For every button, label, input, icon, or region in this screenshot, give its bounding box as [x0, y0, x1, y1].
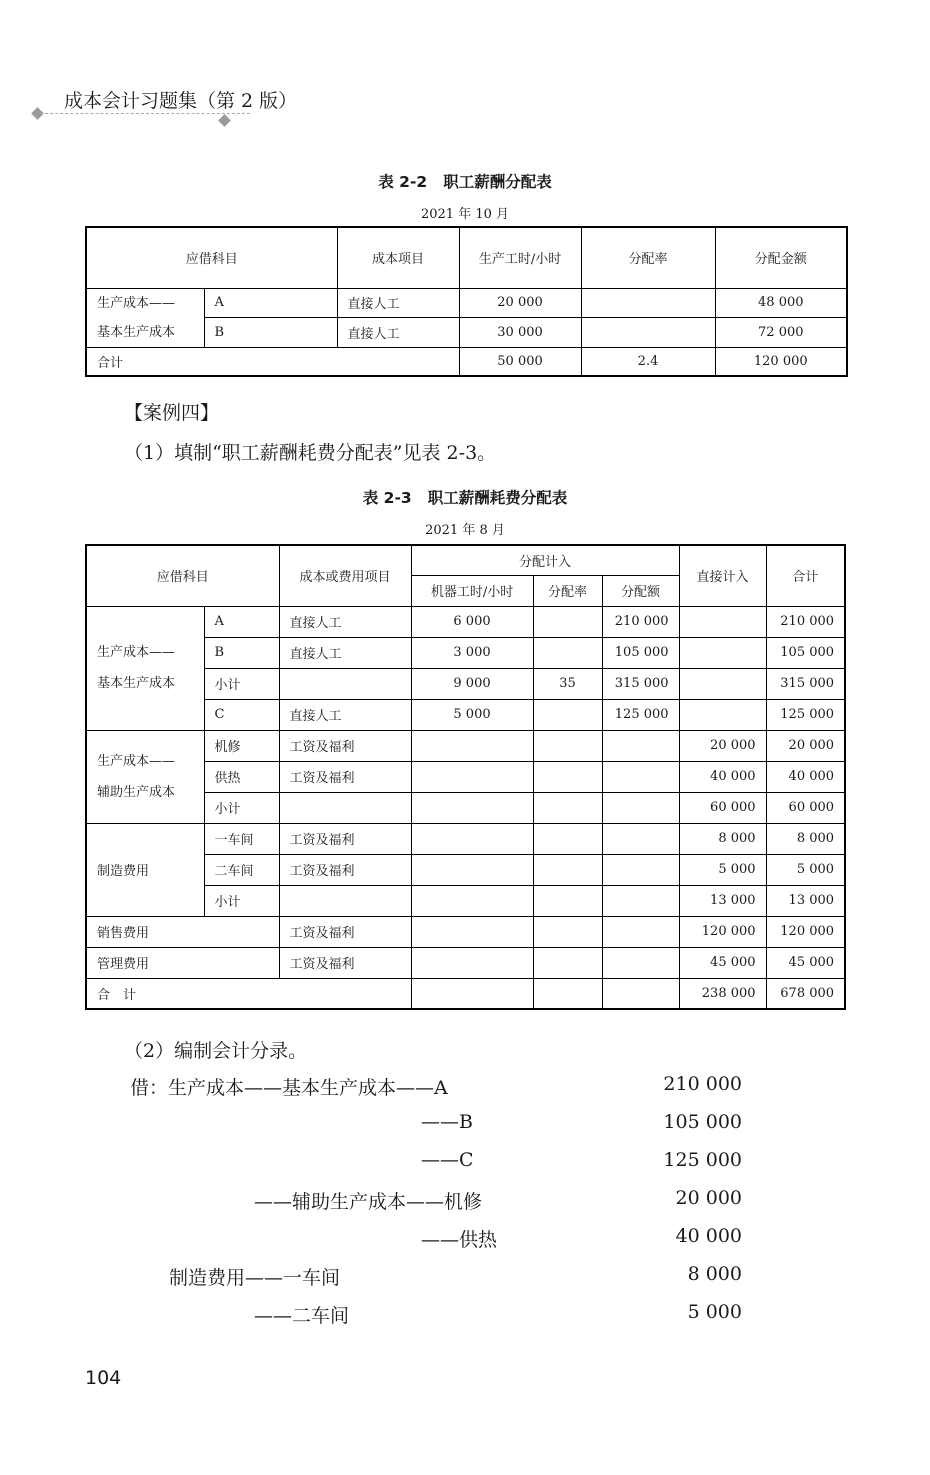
cell-item: 工资及福利 [279, 823, 411, 854]
cell-direct: 8 000 [679, 823, 766, 854]
header-rate: 分配率 [533, 575, 602, 606]
running-header [30, 86, 298, 131]
table-total-row [86, 347, 847, 376]
cell-rate [533, 823, 602, 854]
table-2-2 [85, 226, 848, 377]
cell-direct [679, 606, 766, 637]
table-2-2-title: 职工薪酬分配表 [443, 173, 552, 191]
cell-amount [602, 916, 679, 947]
cell-item [279, 792, 411, 823]
total-rate [533, 978, 602, 1009]
table-row [86, 823, 845, 854]
journal-entry-amount: 125 000 [663, 1149, 742, 1171]
header-rate: 分配率 [581, 227, 715, 288]
cell-item [279, 885, 411, 916]
cell-total: 8 000 [766, 823, 845, 854]
cell-amount [602, 792, 679, 823]
cell-hours [411, 885, 533, 916]
cell-item: 直接人工 [279, 699, 411, 730]
total-hours: 50 000 [459, 347, 581, 376]
cell-amount [602, 854, 679, 885]
journal-entry-text: ——二车间 [254, 1305, 350, 1327]
cell-sub: 供热 [204, 761, 279, 792]
cell-item: 工资及福利 [279, 854, 411, 885]
cell-hours [411, 947, 533, 978]
total-direct: 238 000 [679, 978, 766, 1009]
table-2-2-date: 2021 年 10 月 [420, 207, 510, 222]
page-number: 104 [85, 1367, 122, 1389]
header-account: 应借科目 [86, 545, 279, 606]
total-amount: 120 000 [715, 347, 847, 376]
cell-sub: B [204, 318, 337, 348]
group-sales-expense: 销售费用 [86, 916, 279, 947]
cell-direct: 13 000 [679, 885, 766, 916]
cell-sub: C [204, 699, 279, 730]
header-amount: 分配金额 [715, 227, 847, 288]
journal-entry-text: ——C [421, 1149, 474, 1171]
cell-total: 13 000 [766, 885, 845, 916]
case-step-2: （2）编制会计分录。 [124, 1040, 308, 1062]
cell-rate [533, 916, 602, 947]
total-rate: 2.4 [581, 347, 715, 376]
journal-entry-amount: 40 000 [675, 1225, 742, 1247]
cell-total: 5 000 [766, 854, 845, 885]
cell-hours: 30 000 [459, 318, 581, 348]
cell-rate [581, 318, 715, 348]
journal-entry-text: ——辅助生产成本——机修 [254, 1191, 483, 1213]
cell-total: 210 000 [766, 606, 845, 637]
group-admin-expense: 管理费用 [86, 947, 279, 978]
header-amount: 分配额 [602, 575, 679, 606]
cell-direct: 20 000 [679, 730, 766, 761]
cell-item: 工资及福利 [279, 916, 411, 947]
cell-direct: 120 000 [679, 916, 766, 947]
diamond-icon [218, 114, 231, 127]
table-2-3-date: 2021 年 8 月 [425, 523, 505, 538]
cell-total: 20 000 [766, 730, 845, 761]
cell-sub: 机修 [204, 730, 279, 761]
group-label-line1: 生产成本—— [97, 753, 176, 769]
cell-sub: A [204, 606, 279, 637]
table-2-3-number: 表 2-3 [362, 489, 412, 507]
group-manufacturing-overhead: 制造费用 [86, 823, 204, 916]
cell-sub: 二车间 [204, 854, 279, 885]
cell-sub: B [204, 637, 279, 668]
cell-item: 直接人工 [337, 318, 459, 348]
table-header-row [86, 545, 845, 575]
cell-hours: 6 000 [411, 606, 533, 637]
header-account: 应借科目 [86, 227, 337, 288]
journal-entry-text: ——B [421, 1111, 473, 1133]
cell-sub: 小计 [204, 792, 279, 823]
cell-hours [411, 823, 533, 854]
cell-item: 直接人工 [279, 606, 411, 637]
table-total-row [86, 978, 845, 1009]
journal-entry-text: ——供热 [421, 1229, 498, 1251]
group-label-line1: 生产成本—— [97, 295, 176, 311]
table-2-3-title: 职工薪酬耗费分配表 [427, 489, 568, 507]
cell-direct [679, 668, 766, 699]
cell-direct: 5 000 [679, 854, 766, 885]
header-total: 合计 [766, 545, 845, 606]
cell-rate [533, 699, 602, 730]
total-hours [411, 978, 533, 1009]
cell-amount [602, 823, 679, 854]
case-step-1: （1）填制“职工薪酬耗费分配表”见表 2-3。 [124, 442, 497, 464]
cell-amount: 48 000 [715, 288, 847, 318]
group-label-line2: 辅助生产成本 [97, 784, 176, 800]
cell-amount [602, 885, 679, 916]
header-item: 成本或费用项目 [279, 545, 411, 606]
cell-item: 工资及福利 [279, 947, 411, 978]
cell-hours [411, 854, 533, 885]
total-total: 678 000 [766, 978, 845, 1009]
table-row [86, 606, 845, 637]
cell-total: 45 000 [766, 947, 845, 978]
cell-rate [533, 854, 602, 885]
table-row [86, 916, 845, 947]
table-row [86, 288, 847, 318]
cell-rate [533, 730, 602, 761]
table-2-3-caption [0, 486, 930, 508]
group-label-line2: 基本生产成本 [97, 324, 176, 340]
cell-item: 工资及福利 [279, 730, 411, 761]
cell-item [279, 668, 411, 699]
cell-amount: 105 000 [602, 637, 679, 668]
cell-rate: 35 [533, 668, 602, 699]
cell-amount [602, 947, 679, 978]
cell-rate [533, 606, 602, 637]
case-heading: 【案例四】 [124, 402, 220, 424]
cell-amount: 72 000 [715, 318, 847, 348]
cell-item: 直接人工 [279, 637, 411, 668]
table-row [86, 947, 845, 978]
journal-entry-amount: 210 000 [663, 1073, 742, 1095]
journal-entry-amount: 20 000 [675, 1187, 742, 1209]
journal-entry-amount: 105 000 [663, 1111, 742, 1133]
cell-direct [679, 637, 766, 668]
header-dashed-rule [40, 113, 250, 114]
journal-entry-amount: 8 000 [687, 1263, 742, 1285]
cell-total: 105 000 [766, 637, 845, 668]
journal-entry-text: 借：生产成本——基本生产成本——A [130, 1077, 448, 1099]
cell-rate [533, 761, 602, 792]
cell-total: 40 000 [766, 761, 845, 792]
cell-amount: 315 000 [602, 668, 679, 699]
header-hours: 生产工时/小时 [459, 227, 581, 288]
table-header-row [86, 227, 847, 288]
cell-hours: 5 000 [411, 699, 533, 730]
group-label-line1: 生产成本—— [97, 645, 176, 660]
cell-rate [581, 288, 715, 318]
cell-rate [533, 885, 602, 916]
cell-sub: 一车间 [204, 823, 279, 854]
cell-item: 工资及福利 [279, 761, 411, 792]
cell-amount [602, 761, 679, 792]
total-label: 合 计 [86, 978, 411, 1009]
group-auxiliary-production [86, 730, 204, 823]
cell-amount [602, 730, 679, 761]
cell-sub: 小计 [204, 668, 279, 699]
group-basic-production [86, 606, 204, 730]
cell-hours [411, 916, 533, 947]
group-label-line2: 基本生产成本 [97, 676, 176, 691]
cell-hours: 9 000 [411, 668, 533, 699]
cell-amount: 210 000 [602, 606, 679, 637]
cell-rate [533, 947, 602, 978]
cell-hours [411, 792, 533, 823]
header-item: 成本项目 [337, 227, 459, 288]
total-amount [602, 978, 679, 1009]
journal-entry-text: 制造费用——一车间 [169, 1267, 341, 1289]
cell-total: 315 000 [766, 668, 845, 699]
header-direct: 直接计入 [679, 545, 766, 606]
table-2-3 [85, 544, 846, 1010]
cell-direct [679, 699, 766, 730]
book-title: 成本会计习题集（第 2 版） [64, 90, 298, 112]
cell-direct: 40 000 [679, 761, 766, 792]
journal-entry-amount: 5 000 [687, 1301, 742, 1323]
cell-rate [533, 637, 602, 668]
cell-total: 120 000 [766, 916, 845, 947]
cell-hours [411, 730, 533, 761]
cell-sub: A [204, 288, 337, 318]
table-2-2-number: 表 2-2 [378, 173, 428, 191]
table-2-2-caption [0, 170, 930, 192]
header-allocated: 分配计入 [411, 545, 679, 575]
cell-amount: 125 000 [602, 699, 679, 730]
cell-total: 60 000 [766, 792, 845, 823]
cell-direct: 45 000 [679, 947, 766, 978]
total-label: 合计 [86, 347, 459, 376]
cell-direct: 60 000 [679, 792, 766, 823]
cell-item: 直接人工 [337, 288, 459, 318]
group-basic-production [86, 288, 204, 347]
cell-hours [411, 761, 533, 792]
table-row [86, 730, 845, 761]
cell-rate [533, 792, 602, 823]
cell-hours: 20 000 [459, 288, 581, 318]
cell-hours: 3 000 [411, 637, 533, 668]
header-machine-hours: 机器工时/小时 [411, 575, 533, 606]
cell-sub: 小计 [204, 885, 279, 916]
cell-total: 125 000 [766, 699, 845, 730]
